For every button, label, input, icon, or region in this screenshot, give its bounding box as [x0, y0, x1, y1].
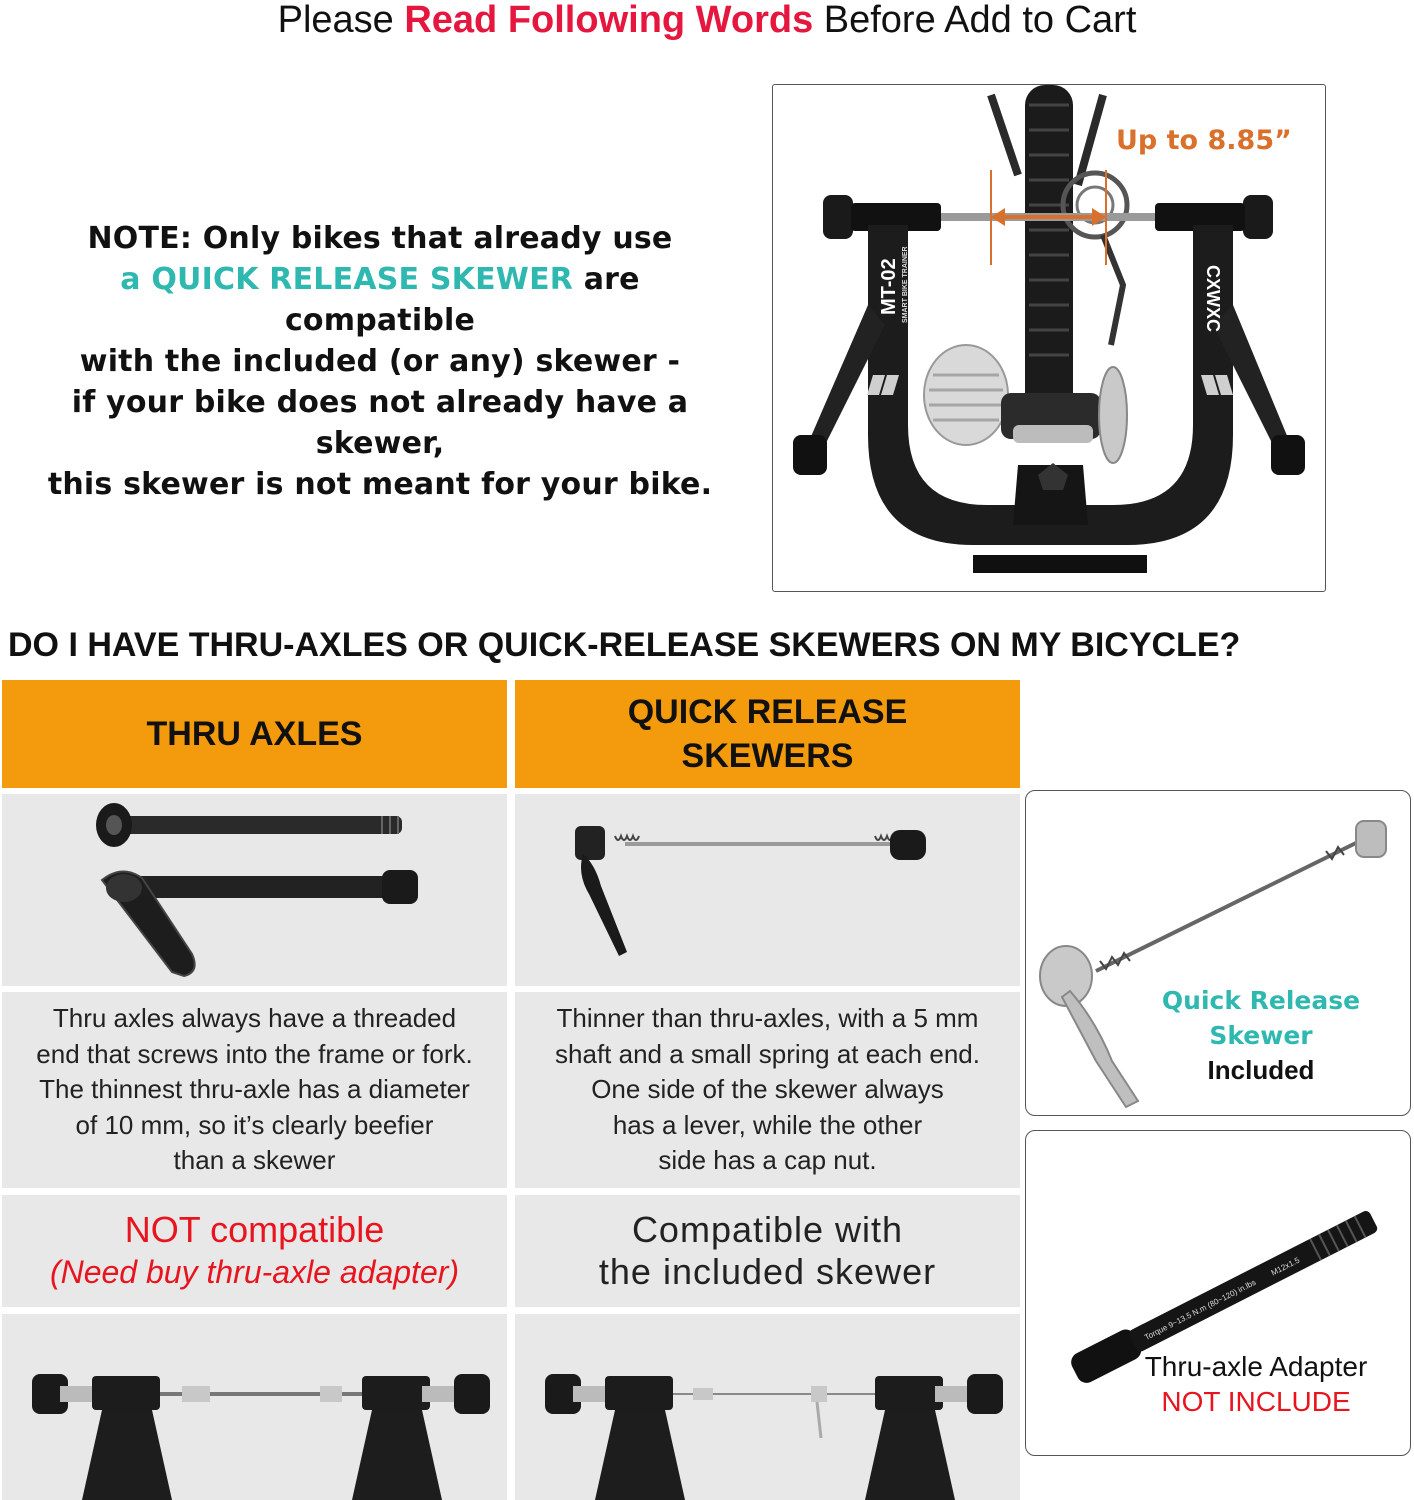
thru-desc-line-5: than a skewer — [173, 1145, 336, 1176]
note-line-2-rest: are compatible — [284, 262, 640, 338]
thru-axle-illustration — [2, 794, 507, 986]
thru-axle-compatibility — [2, 1195, 507, 1307]
note-line-4: if your bike does not already have a skewer, — [71, 385, 689, 461]
not-include-label: NOT INCLUDE — [1161, 1386, 1351, 1417]
compatible-label-line1: Compatible with — [631, 1209, 904, 1250]
thru-axle-description — [2, 992, 507, 1188]
skewer-included-card — [1025, 790, 1411, 1116]
qr-desc-line-1: Thinner than thru-axles, with a 5 mm — [556, 1003, 979, 1034]
qr-skewer-description — [515, 992, 1020, 1188]
trainer-hero-image — [772, 84, 1326, 592]
note-line-2 — [20, 259, 740, 341]
header-qr-line2: SKEWERS — [681, 737, 854, 775]
note-line-5: this skewer is not meant for your bike. — [47, 467, 713, 502]
left-leg-subtext: SMART BIKE TRAINER — [902, 246, 909, 323]
qr-skewer-compatibility — [515, 1195, 1020, 1307]
banner-prefix: Please — [277, 0, 405, 41]
measure-prefix: Up to — [1116, 125, 1208, 156]
note-line-3: with the included (or any) skewer - — [79, 344, 681, 379]
qr-skewer-trainer-closeup — [515, 1314, 1020, 1500]
adapter-engraving-thread: M12x1.5 — [1269, 1255, 1302, 1278]
adapter-card-labels — [1106, 1349, 1406, 1419]
qr-desc-line-5: side has a cap nut. — [658, 1145, 877, 1176]
bike-trainer-illustration — [773, 85, 1326, 592]
note-line-1: NOTE: Only bikes that already use — [87, 221, 673, 256]
thru-desc-line-1: Thru axles always have a threaded — [52, 1003, 457, 1034]
section-question: DO I HAVE THRU-AXLES OR QUICK-RELEASE SKEWERS ON MY BICYCLE? — [8, 626, 1241, 664]
qr-skewer-image-cell — [515, 794, 1020, 986]
thru-desc-line-3: The thinnest thru-axle has a diameter — [39, 1074, 470, 1105]
measure-value: 8.85” — [1207, 125, 1292, 156]
qr-skewer-illustration — [515, 794, 1020, 986]
thru-desc-line-4: of 10 mm, so it’s clearly beefier — [75, 1109, 434, 1140]
qr-desc-line-2: shaft and a small spring at each end. — [555, 1038, 980, 1069]
skewer-card-labels — [1116, 983, 1406, 1088]
right-leg-text: CXWXC — [1203, 265, 1223, 332]
left-leg-text: MT-02 — [878, 258, 900, 315]
qr-desc-line-4: has a lever, while the other — [612, 1109, 923, 1140]
qr-desc-line-3: One side of the skewer always — [591, 1074, 944, 1105]
skewer-name-label: Quick Release Skewer — [1161, 986, 1361, 1050]
header-thru-axles-label: THRU AXLES — [146, 715, 363, 753]
compatible-label-line2: the included skewer — [598, 1251, 937, 1292]
not-compatible-label: NOT compatible — [124, 1209, 385, 1250]
adapter-engraving-torque: Torque 9~13.5 N.m (80~120) in.lbs — [1143, 1277, 1258, 1343]
thru-axle-trainer-closeup — [2, 1314, 507, 1500]
thru-desc-line-2: end that screws into the frame or fork. — [36, 1038, 473, 1069]
thru-axle-image-cell — [2, 794, 507, 986]
header-qr-line1: QUICK RELEASE — [627, 693, 908, 731]
compatibility-note — [20, 218, 740, 505]
adapter-not-included-card — [1025, 1130, 1411, 1456]
included-label: Included — [1207, 1055, 1315, 1085]
banner-suffix: Before Add to Cart — [813, 0, 1137, 41]
trainer-with-qr-skewer — [515, 1314, 1020, 1500]
note-highlight: a QUICK RELEASE SKEWER — [120, 262, 574, 297]
trainer-with-thru-axle — [2, 1314, 507, 1500]
adapter-needed-label: (Need buy thru-axle adapter) — [49, 1254, 460, 1290]
header-thru-axles — [2, 680, 507, 788]
adapter-name-label: Thru-axle Adapter — [1144, 1351, 1368, 1382]
banner-highlight: Read Following Words — [404, 0, 814, 41]
banner-title — [0, 0, 1414, 44]
clearance-measurement — [1116, 125, 1292, 156]
header-quick-release — [515, 680, 1020, 788]
